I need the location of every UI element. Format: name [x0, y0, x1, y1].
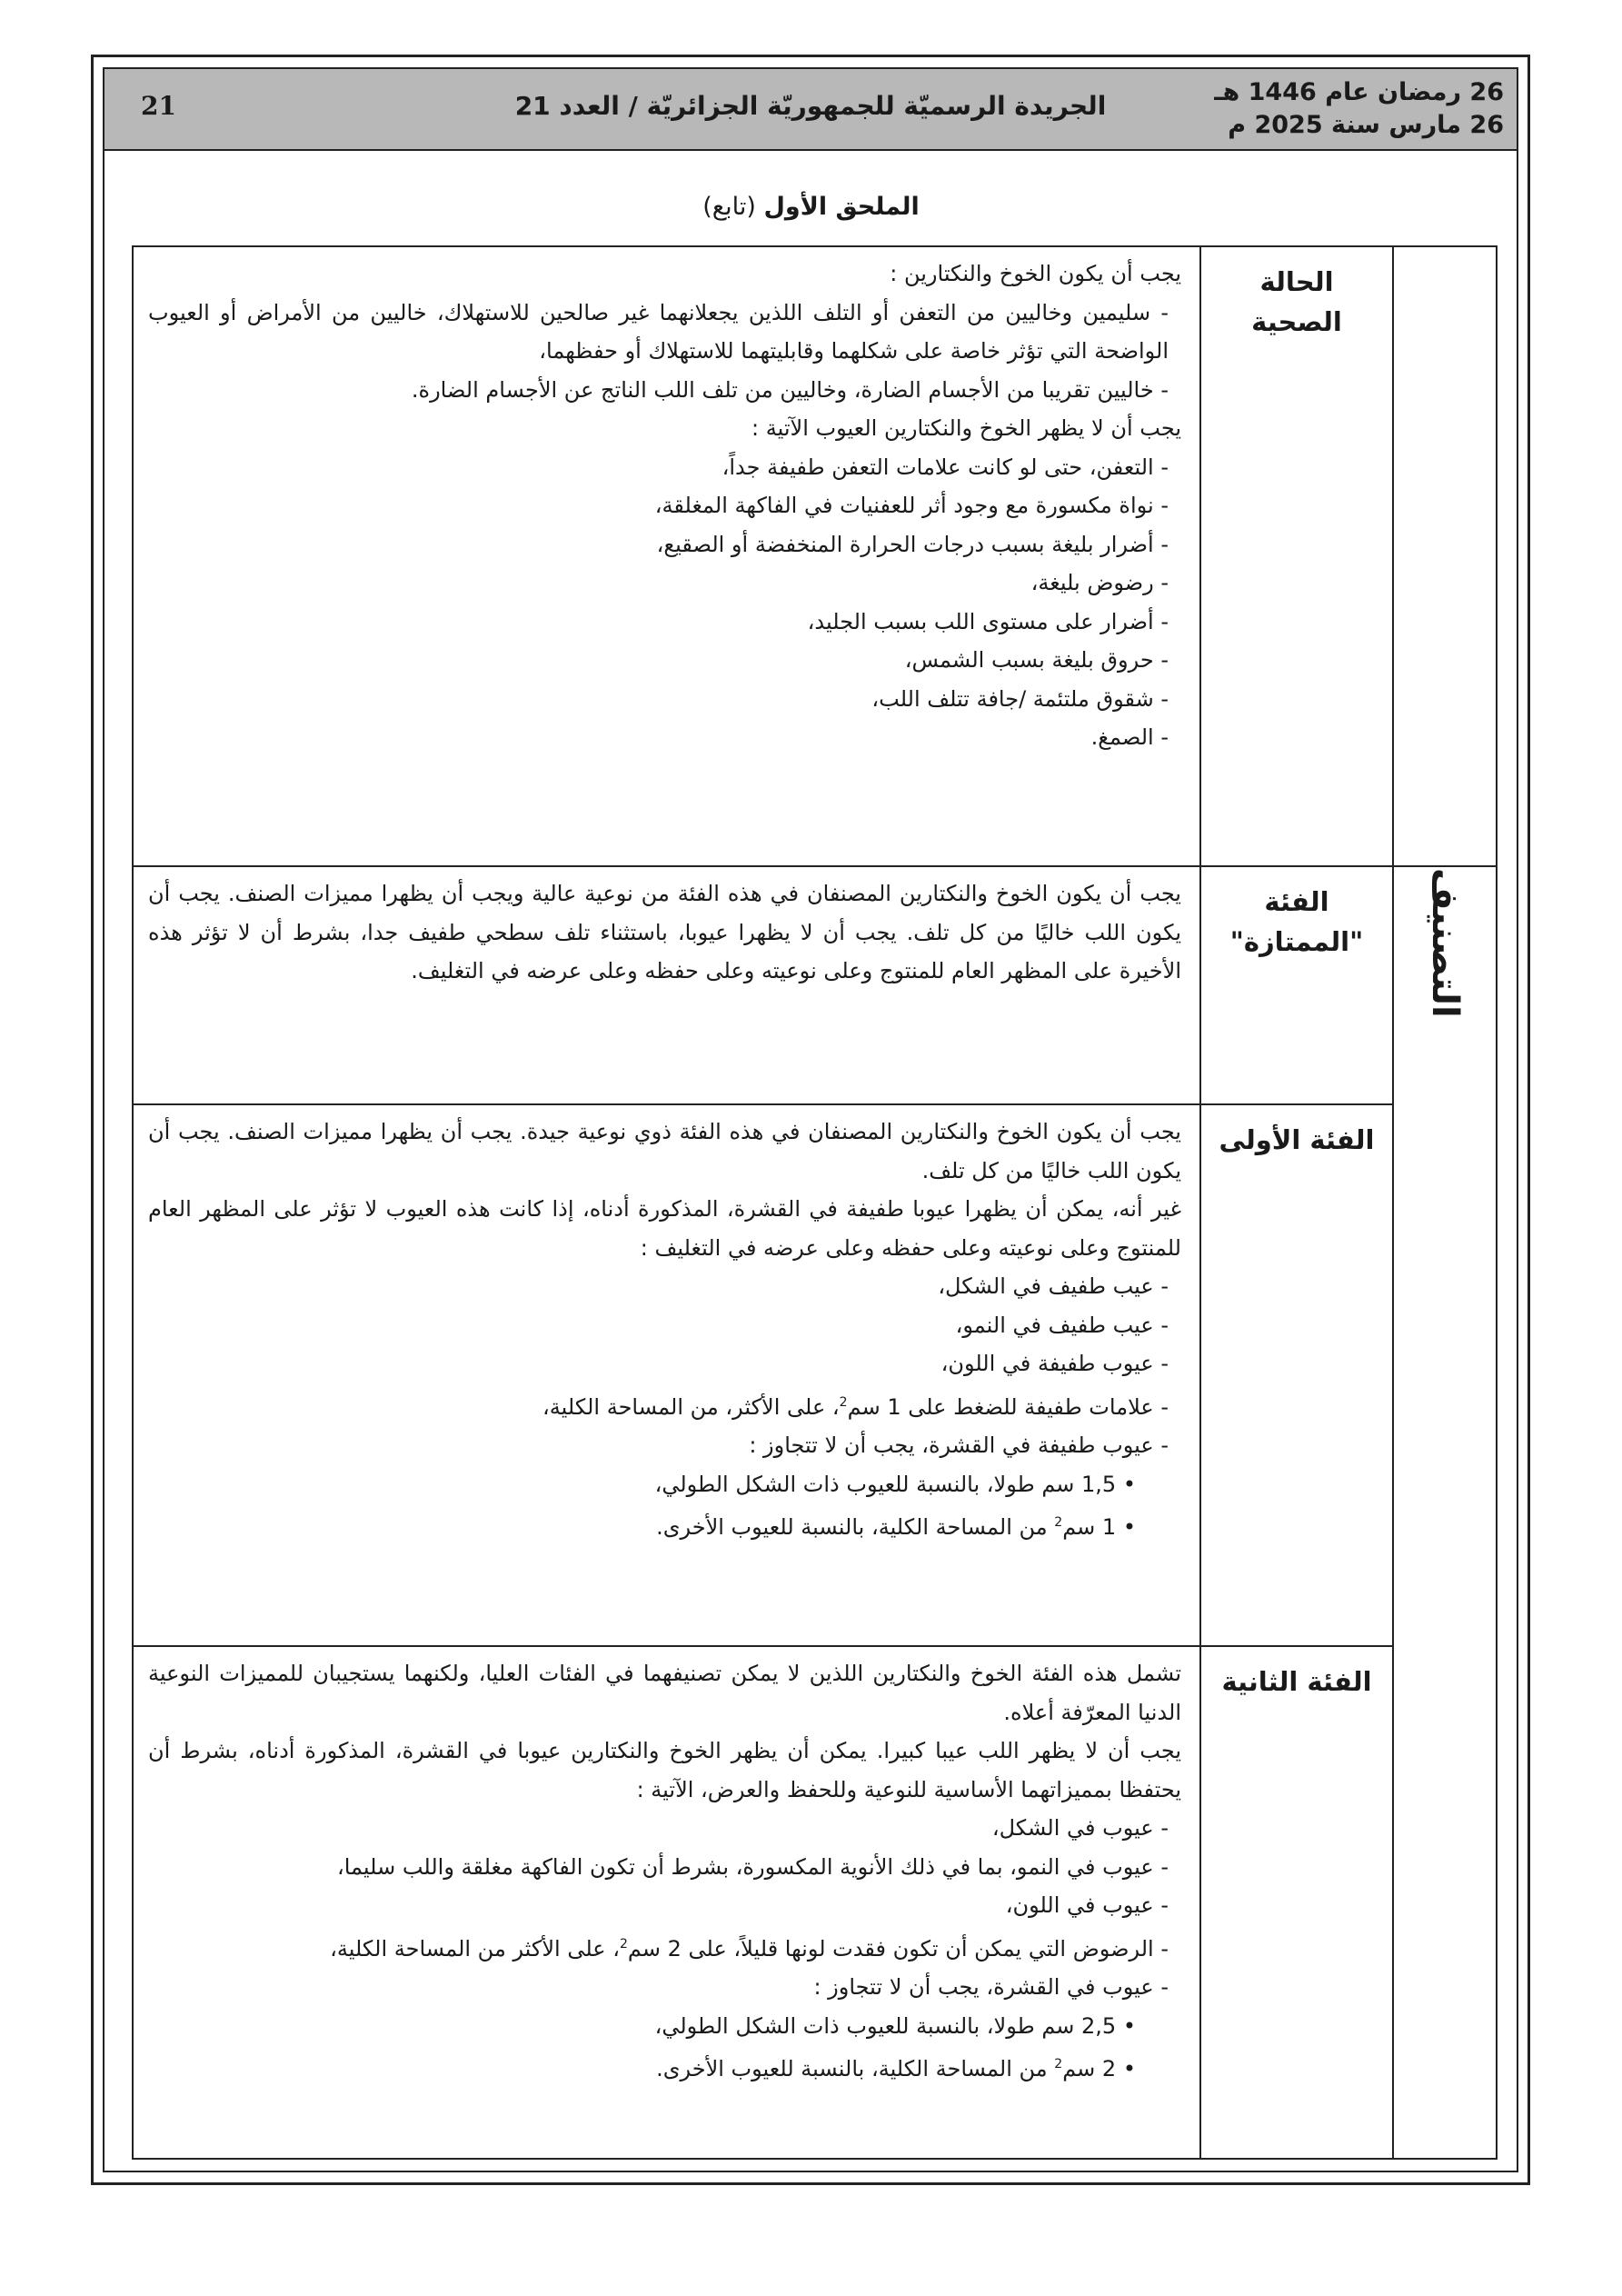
page-header: [103, 67, 1518, 151]
list-item: - عيوب طفيفة في القشرة، يجب أن لا تتجاوز :: [749, 1433, 1169, 1458]
extra-label: الفئة "الممتازة": [1200, 866, 1393, 1104]
table-row-second: [133, 1646, 1497, 2159]
classification-table: [132, 245, 1498, 2160]
first-content: يجب أن يكون الخوخ والنكتارين المصنفان في هذه الفئة ذوي نوعية جيدة. يجب أن يظهرا مميزات الصنف. يجب أن يكون اللب خاليًا من كل تلف. غير أنه، يمكن أن يظهرا عيوبا طفيفة في القشرة، المذكورة أدناه، إذا كانت هذه العيوب لا تؤثر على المظهر العام للمنتوج وعلى نوعيته وعلى حفظه وعلى عرضه في التغليف : - عيب طفيف في الشكل، - عيب طفيف في النمو، - عيوب طفيفة في اللون، - علامات طفيفة للضغط على 1 سم$^2$، على الأكثر، من المساحة الكلية، - عيوب طفيفة في القشرة، يجب أن لا تتجاوز : • 1,5 سم طولا، بالنسبة للعيوب ذات الشكل الطولي، • 1 سم$^2$ من المساحة الكلية، بالنسبة للعيوب الأخرى.: [133, 1104, 1200, 1646]
table-row-extra: [133, 866, 1497, 1104]
extra-content: يجب أن يكون الخوخ والنكتارين المصنفان في هذه الفئة من نوعية عالية ويجب أن يظهرا مميزات الصنف. يجب أن يكون اللب خاليًا من كل تلف. يجب أن لا يظهرا عيوبا، باستثناء تلف سطحي طفيف جدا، بشرط أن لا تؤثر هذه الأخيرة على المظهر العام للمنتوج وعلى نوعيته وعلى حفظه وعلى عرضه في التغليف.: [133, 866, 1200, 1104]
list-item: - شقوق ملتئمة /جافة تتلف اللب،: [871, 685, 1169, 712]
table-row-health: [133, 246, 1497, 866]
annex-suffix: (تابع): [702, 193, 756, 221]
list-item: - سليمين وخاليين من التعفن أو التلف اللذين يجعلانهما غير صالحين للاستهلاك، خاليين من الأمراض أو العيوب الواضحة التي تؤثر خاصة على شكلهما وقابليتهما للاستهلاك أو حفظهما،: [148, 299, 1169, 364]
list-item: • 1 سم$^2$ من المساحة الكلية، بالنسبة للعيوب الأخرى.: [656, 1514, 1136, 1540]
first-list: [148, 1267, 1181, 1547]
list-item: - التعفن، حتى لو كانت علامات التعفن طفيفة جداً،: [721, 454, 1169, 480]
health-label: الحالة الصحية: [1200, 246, 1393, 866]
list-item: - عيوب في القشرة، يجب أن لا تتجاوز :: [813, 1974, 1169, 2000]
side-label-cell: [1393, 866, 1497, 2159]
list-item: - عيب طفيف في الشكل،: [938, 1273, 1169, 1299]
list-item: - رضوض بليغة،: [1030, 570, 1169, 595]
list-item: • 2,5 سم طولا، بالنسبة للعيوب ذات الشكل الطولي،: [654, 2012, 1136, 2039]
header-date-gregorian: 26 مارس سنة 2025 م: [1228, 111, 1504, 139]
list-item: - عيوب طفيفة في اللون،: [940, 1351, 1169, 1376]
side-label: التصنيف: [1424, 868, 1466, 1018]
second-list: [148, 1809, 1181, 2089]
second-label: الفئة الثانية: [1200, 1646, 1393, 2159]
list-item: - عيوب في اللون،: [1005, 1892, 1169, 1918]
second-content: تشمل هذه الفئة الخوخ والنكتارين اللذين لا يمكن تصنيفهما في الفئات العليا، ولكنهما يستجيبان للمميزات النوعية الدنيا المعرّفة أعلاه. يجب أن لا يظهر اللب عيبا كبيرا. يمكن أن يظهر الخوخ والنكتارين عيوبا في القشرة، المذكورة أدناه، بشرط أن يحتفظا بمميزاتهما الأساسية للنوعية وللحفظ والعرض، الآتية : - عيوب في الشكل، - عيوب في النمو، بما في ذلك الأنوية المكسورة، بشرط أن تكون الفاكهة مغلقة واللب سليما، - عيوب في اللون، - الرضوض التي يمكن أن تكون فقدت لونها قليلاً، على 2 سم$^2$، على الأكثر من المساحة الكلية، - عيوب في القشرة، يجب أن لا تتجاوز : • 2,5 سم طولا، بالنسبة للعيوب ذات الشكل الطولي، • 2 سم$^2$ من المساحة الكلية، بالنسبة للعيوب الأخرى.: [133, 1646, 1200, 2159]
list-item: - عيب طفيف في النمو،: [955, 1312, 1169, 1338]
list-item: - عيوب في النمو، بما في ذلك الأنوية المكسورة، بشرط أن تكون الفاكهة مغلقة واللب سليما،: [336, 1853, 1169, 1880]
side-cell-empty: [1393, 246, 1497, 866]
list-item: - علامات طفيفة للضغط على 1 سم$^2$، على الأكثر، من المساحة الكلية،: [542, 1393, 1169, 1420]
list-item: - الرضوض التي يمكن أن تكون فقدت لونها قليلاً، على 2 سم$^2$، على الأكثر من المساحة الكلية،: [330, 1935, 1169, 1962]
list-item: - أضرار على مستوى اللب بسبب الجليد،: [807, 608, 1169, 634]
header-date-hijri: 26 رمضان عام 1446 هـ: [1214, 78, 1504, 106]
health-list: [148, 294, 1181, 410]
table-row-first: [133, 1104, 1497, 1646]
list-item: • 1,5 سم طولا، بالنسبة للعيوب ذات الشكل الطولي،: [654, 1471, 1136, 1497]
list-item: - أضرار بليغة بسبب درجات الحرارة المنخفضة أو الصقيع،: [656, 531, 1169, 557]
header-title: الجريدة الرسميّة للجمهوريّة الجزائريّة / العدد 21: [514, 91, 1107, 121]
list-item: - خاليين تقريبا من الأجسام الضارة، وخاليين من تلف اللب الناتج عن الأجسام الضارة.: [411, 376, 1169, 403]
page-number: 21: [141, 91, 176, 121]
first-label: الفئة الأولى: [1200, 1104, 1393, 1646]
defects-list: [148, 448, 1181, 757]
list-item: - حروق بليغة بسبب الشمس،: [904, 647, 1169, 673]
list-item: - عيوب في الشكل،: [991, 1815, 1169, 1841]
list-item: - نواة مكسورة مع وجود أثر للعفنيات في الفاكهة المغلقة،: [654, 493, 1169, 518]
list-item: • 2 سم$^2$ من المساحة الكلية، بالنسبة للعيوب الأخرى.: [656, 2056, 1136, 2081]
annex-title: الملحق الأول: [763, 193, 920, 221]
annex-heading: [0, 193, 1622, 221]
list-item: - الصمغ.: [1090, 724, 1169, 750]
health-content: يجب أن يكون الخوخ والنكتارين : - سليمين وخاليين من التعفن أو التلف اللذين يجعلانهما غير صالحين للاستهلاك، خاليين من الأمراض أو العيوب الواضحة التي تؤثر خاصة على شكلهما وقابليتهما للاستهلاك أو حفظهما، - خاليين تقريبا من الأجسام الضارة، وخاليين من تلف اللب الناتج عن الأجسام الضارة. يجب أن لا يظهر الخوخ والنكتارين العيوب الآتية : - التعفن، حتى لو كانت علامات التعفن طفيفة جداً، - نواة مكسورة مع وجود أثر للعفنيات في الفاكهة المغلقة، - أضرار بليغة بسبب درجات الحرارة المنخفضة أو الصقيع، - رضوض بليغة، - أضرار على مستوى اللب بسبب الجليد، - حروق بليغة بسبب الشمس، - شقوق ملتئمة /جافة تتلف اللب، - الصمغ.: [133, 246, 1200, 866]
